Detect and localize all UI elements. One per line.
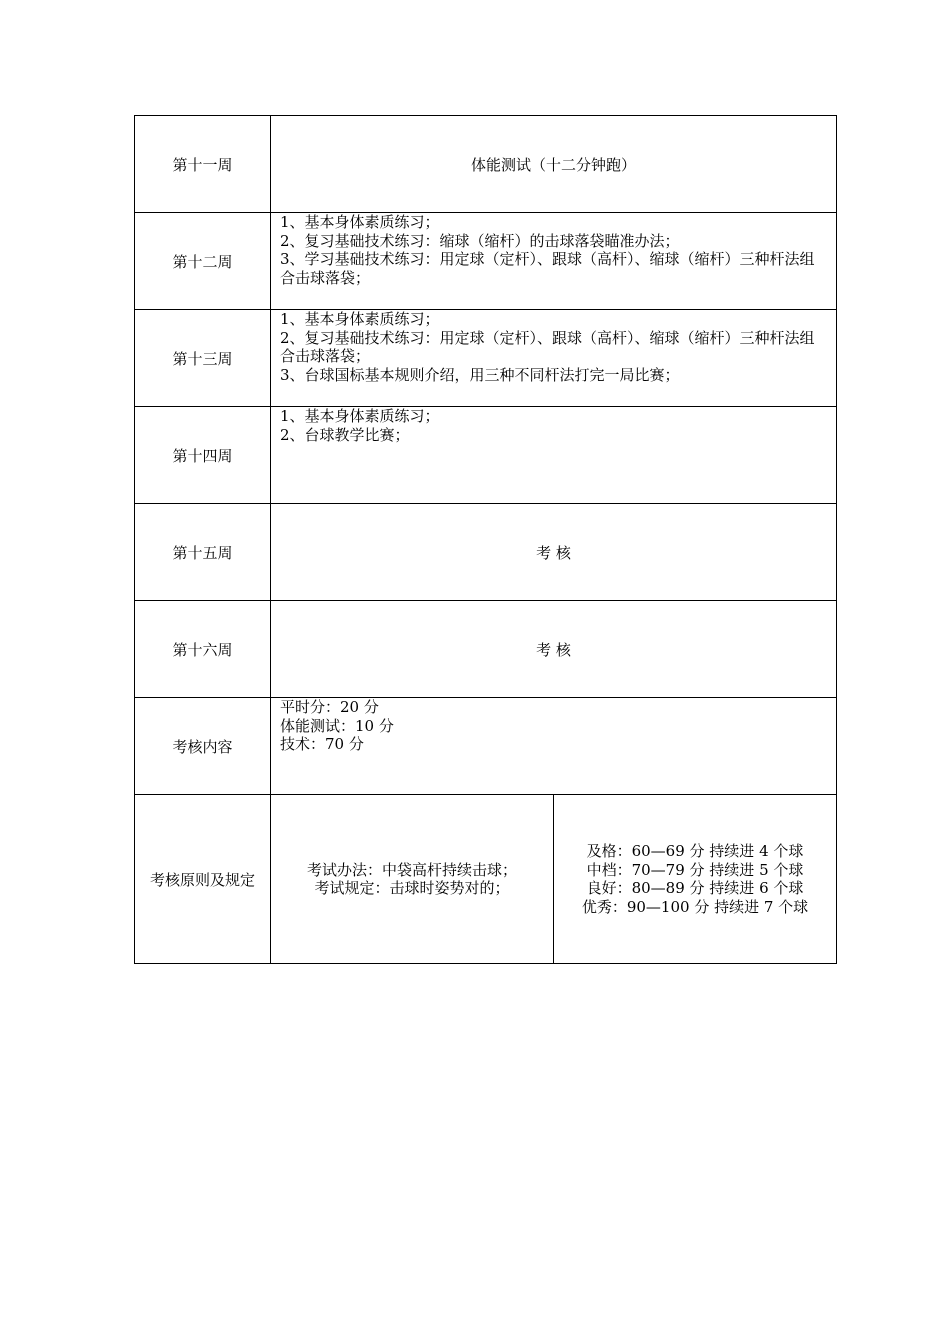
week-content: 考 核 bbox=[271, 504, 837, 601]
content-line: 3、学习基础技术练习：用定球（定杆）、跟球（高杆）、缩球（缩杆）三种杆法组合击球落袋； bbox=[280, 250, 815, 287]
week-content: 考 核 bbox=[271, 601, 837, 698]
content-line: 2、复习基础技术练习：用定球（定杆）、跟球（高杆）、缩球（缩杆）三种杆法组合击球落袋； bbox=[280, 328, 815, 365]
grade-scale bbox=[554, 795, 837, 964]
week-label: 第十二周 bbox=[135, 213, 271, 310]
content-line: 1、基本身体素质练习； bbox=[280, 310, 440, 328]
table-row bbox=[135, 407, 837, 504]
week-label: 第十三周 bbox=[135, 310, 271, 407]
week-label: 第十五周 bbox=[135, 504, 271, 601]
content-line: 2、复习基础技术练习：缩球（缩杆）的击球落袋瞄准办法； bbox=[280, 231, 680, 250]
content-line: 技术：70 分 bbox=[280, 735, 364, 753]
week-content: 体能测试（十二分钟跑） bbox=[271, 116, 837, 213]
assessment-content bbox=[271, 698, 837, 795]
table-row bbox=[135, 213, 837, 310]
table-row bbox=[135, 601, 837, 698]
week-label: 第十六周 bbox=[135, 601, 271, 698]
grade-line: 良好：80—89 分 持续进 6 个球 bbox=[586, 879, 804, 897]
exam-method bbox=[271, 795, 554, 964]
assessment-label: 考核内容 bbox=[135, 698, 271, 795]
schedule-table bbox=[134, 115, 837, 964]
grade-line: 及格：60—69 分 持续进 4 个球 bbox=[586, 842, 804, 860]
grade-line: 优秀：90—100 分 持续进 7 个球 bbox=[581, 897, 809, 916]
content-line: 体能测试：10 分 bbox=[280, 716, 394, 735]
table-row bbox=[135, 310, 837, 407]
grade-line: 中档：70—79 分 持续进 5 个球 bbox=[586, 860, 804, 879]
table-row bbox=[135, 698, 837, 795]
table-row bbox=[135, 504, 837, 601]
content-line: 1、基本身体素质练习； bbox=[280, 407, 440, 425]
content-line: 考试办法：中袋高杆持续击球； bbox=[306, 860, 517, 879]
table-row bbox=[135, 795, 837, 964]
week-content bbox=[271, 407, 837, 504]
content-line: 1、基本身体素质练习； bbox=[280, 213, 440, 231]
week-content bbox=[271, 310, 837, 407]
rules-label: 考核原则及规定 bbox=[135, 795, 271, 964]
content-line: 2、台球教学比赛； bbox=[280, 425, 410, 444]
week-content bbox=[271, 213, 837, 310]
table-row bbox=[135, 116, 837, 213]
week-label: 第十四周 bbox=[135, 407, 271, 504]
week-label: 第十一周 bbox=[135, 116, 271, 213]
content-line: 3、台球国标基本规则介绍，用三种不同杆法打完一局比赛； bbox=[280, 365, 680, 384]
content-line: 平时分：20 分 bbox=[280, 698, 379, 716]
content-line: 考试规定：击球时姿势对的； bbox=[314, 879, 510, 897]
